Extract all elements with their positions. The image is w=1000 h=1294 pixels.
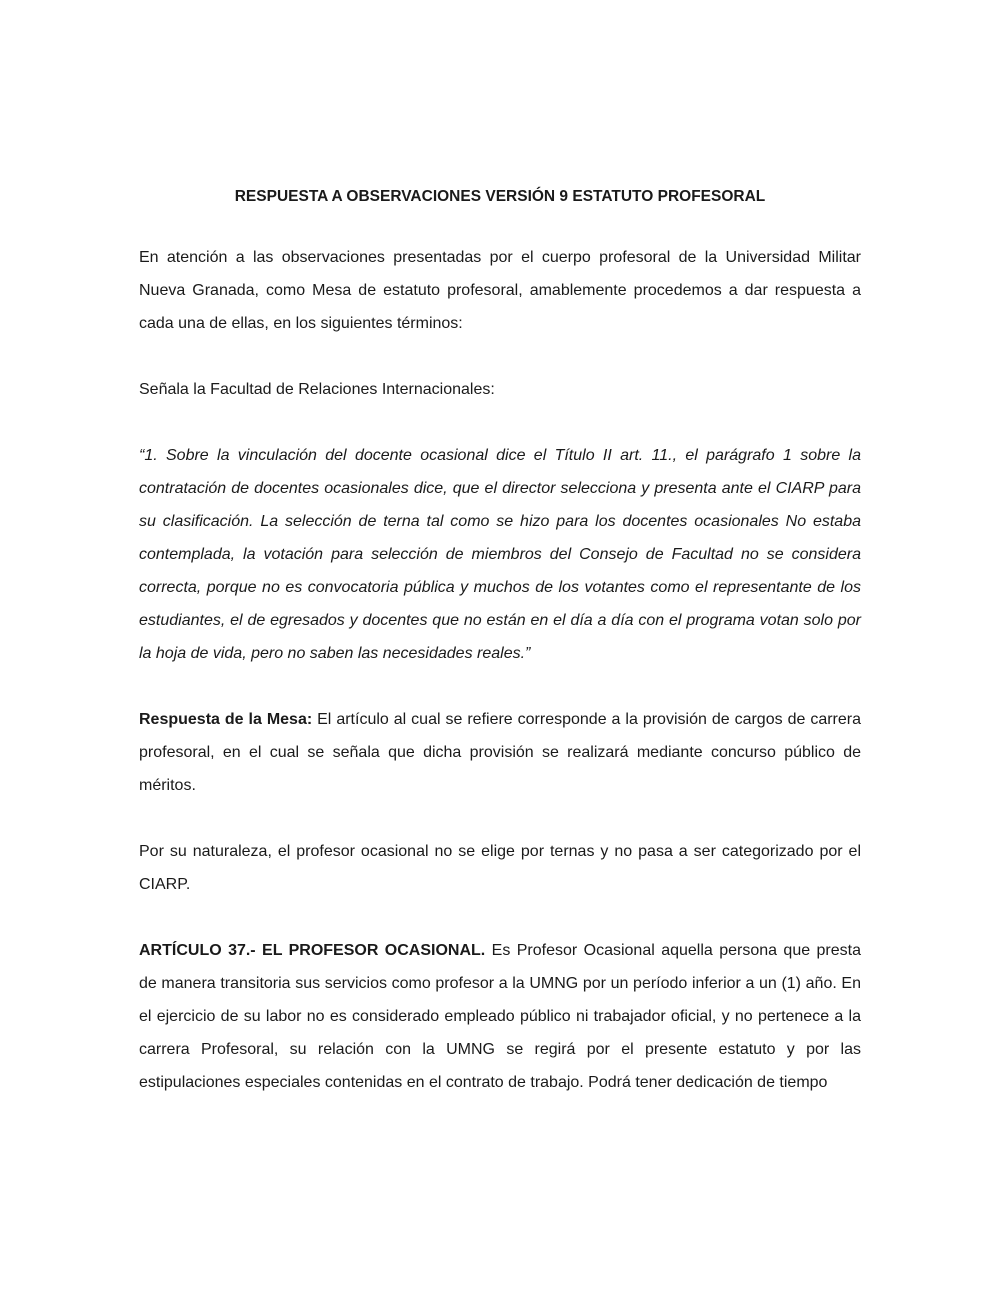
faculty-paragraph: Señala la Facultad de Relaciones Internacionales: (139, 381, 495, 398)
article-text: Es Profesor Ocasional aquella persona que presta de manera transitoria sus servicios como profesor a la UMNG por un período inferior a un (1) año. En el ejercicio de su labor no es considerado empleado público ni trabajador oficial, y no pertenece a la carrera Profesoral, su relación con la UMNG se regirá por el presente estatuto y por las estipulaciones especiales contenidas en el contrato de trabajo. Podrá tener dedicación de tiempo (139, 942, 861, 1091)
article-paragraph (139, 934, 861, 1099)
response-paragraph (139, 703, 861, 802)
quote-paragraph: “1. Sobre la vinculación del docente ocasional dice el Título II art. 11., el parágrafo 1 sobre la contratación de docentes ocasionales dice, que el director selecciona y presenta ante el CIARP para su clasificación. La selección de terna tal como se hizo para los docentes ocasionales No estaba contemplada, la votación para selección de miembros del Consejo de Facultad no se considera correcta, porque no es convocatoria pública y muchos de los votantes como el representante de los estudiantes, el de egresados y docentes que no están en el día a día con el programa votan solo por la hoja de vida, pero no saben las necesidades reales.” (139, 447, 861, 662)
nature-paragraph: Por su naturaleza, el profesor ocasional no se elige por ternas y no pasa a ser categorizado por el CIARP. (139, 843, 861, 893)
intro-paragraph: En atención a las observaciones presentadas por el cuerpo profesoral de la Universidad Militar Nueva Granada, como Mesa de estatuto profesoral, amablemente procedemos a dar respuesta a cada una de ellas, en los siguientes términos: (139, 249, 861, 332)
response-label: Respuesta de la Mesa: (139, 711, 313, 728)
response-text: El artículo al cual se refiere corresponde a la provisión de cargos de carrera profesoral, en el cual se señala que dicha provisión se realizará mediante concurso público de méritos. (139, 711, 861, 794)
document-page (139, 186, 861, 1132)
document-title: RESPUESTA A OBSERVACIONES VERSIÓN 9 ESTATUTO PROFESORAL (234, 188, 766, 205)
article-label: ARTÍCULO 37.- EL PROFESOR OCASIONAL. (139, 942, 486, 959)
